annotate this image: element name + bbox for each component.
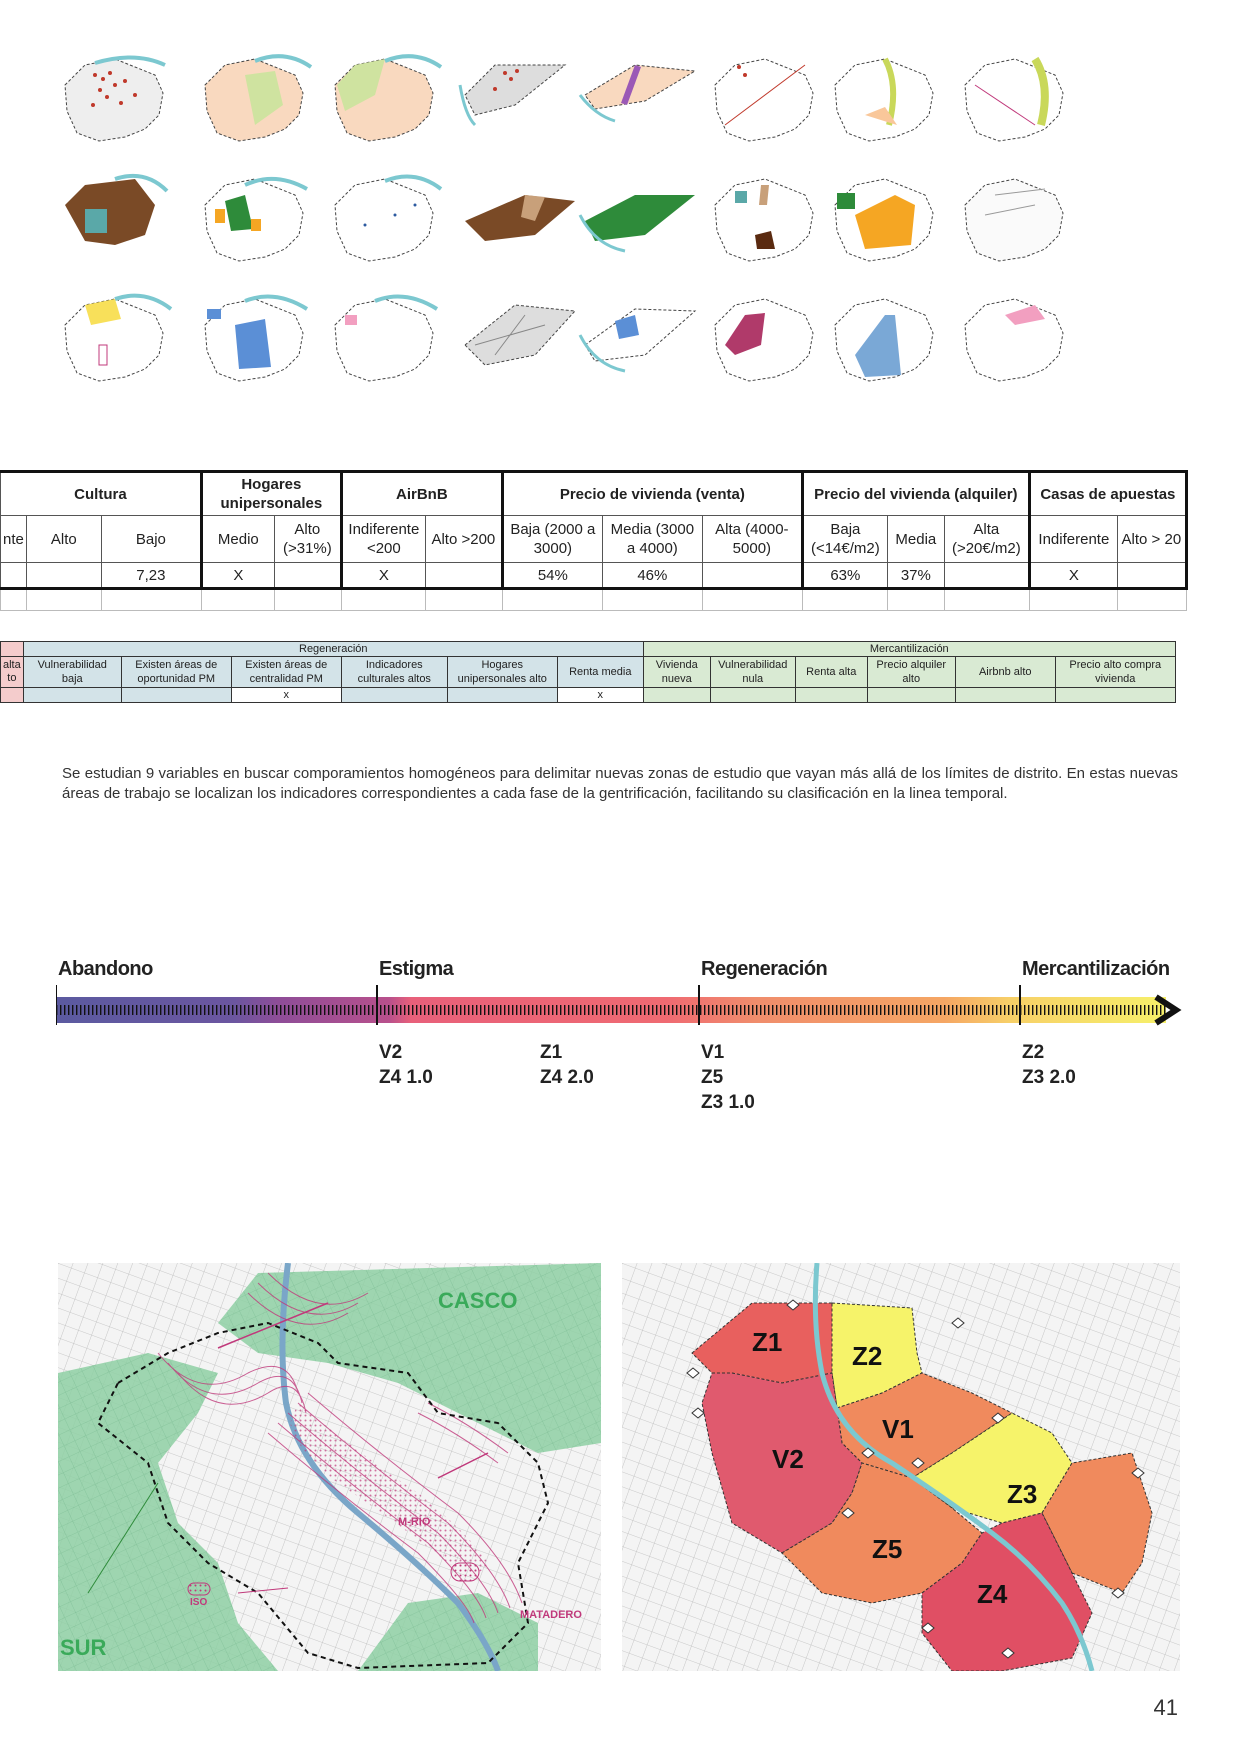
right-zones-map bbox=[622, 1263, 1180, 1671]
subheader: Indicadores culturales altos bbox=[341, 657, 447, 688]
mark-cell: x bbox=[557, 688, 643, 703]
value-cell bbox=[944, 563, 1029, 589]
mark-cell bbox=[867, 688, 955, 703]
subheader: Alta (>20€/m2) bbox=[944, 516, 1029, 563]
value-cell bbox=[425, 563, 502, 589]
mark-cell bbox=[795, 688, 867, 703]
group-header-airbnb: AirBnB bbox=[341, 472, 502, 516]
thumb-1-3 bbox=[335, 56, 441, 141]
zone-code: Z4 2.0 bbox=[540, 1067, 594, 1088]
thumb-3-7 bbox=[835, 299, 933, 381]
subheader: Media (3000 a 4000) bbox=[602, 516, 702, 563]
zone-list-regeneracion bbox=[701, 1040, 755, 1115]
value-cell: 37% bbox=[887, 563, 944, 589]
subheader: Vulnerabilidad baja bbox=[23, 657, 121, 688]
blank-cell bbox=[274, 589, 341, 611]
thumb-3-3 bbox=[335, 297, 437, 382]
subheader: Media bbox=[887, 516, 944, 563]
blank-cell bbox=[201, 589, 274, 611]
left-analysis-map bbox=[58, 1263, 601, 1671]
variables-table bbox=[0, 470, 1188, 611]
group-header-regeneracion: Regeneración bbox=[23, 642, 643, 657]
thumb-1-8 bbox=[965, 59, 1063, 141]
group-header-mercantilizacion: Mercantilización bbox=[643, 642, 1175, 657]
zone-label-v2: V2 bbox=[772, 1444, 804, 1474]
zone-code: Z1 bbox=[540, 1042, 563, 1063]
thumb-3-2 bbox=[205, 297, 307, 382]
blank-cell bbox=[1, 589, 27, 611]
value-cell: 46% bbox=[602, 563, 702, 589]
zone-label-z1: Z1 bbox=[752, 1327, 783, 1357]
subheader: Renta media bbox=[557, 657, 643, 688]
blank-cell bbox=[26, 589, 101, 611]
fragment-cell bbox=[1, 642, 24, 657]
zone-list-mercantilizacion bbox=[1022, 1040, 1076, 1090]
zone-label-z5: Z5 bbox=[872, 1534, 903, 1564]
subheader: Baja (<14€/m2) bbox=[802, 516, 887, 563]
thumb-2-8 bbox=[965, 179, 1063, 261]
timeline-ticks bbox=[56, 1005, 1166, 1015]
phase-label-regeneracion: Regeneración bbox=[701, 958, 828, 980]
blank-cell bbox=[702, 589, 802, 611]
thumb-3-6 bbox=[715, 299, 813, 381]
thumb-3-8 bbox=[965, 299, 1063, 381]
subheader: Medio bbox=[201, 516, 274, 563]
subheader: Hogares unipersonales alto bbox=[447, 657, 557, 688]
subheader: Alto bbox=[26, 516, 101, 563]
thumb-2-1 bbox=[65, 176, 167, 245]
thumbnail-maps bbox=[55, 45, 1185, 405]
thumb-3-4 bbox=[465, 305, 575, 365]
value-cell bbox=[1, 563, 27, 589]
value-cell: 54% bbox=[502, 563, 602, 589]
blank-cell bbox=[101, 589, 201, 611]
zone-label-z2: Z2 bbox=[852, 1341, 883, 1371]
thumb-1-1 bbox=[65, 57, 165, 141]
map-label-casco: CASCO bbox=[438, 1288, 518, 1313]
blank-cell bbox=[502, 589, 602, 611]
subheader: Alto >200 bbox=[425, 516, 502, 563]
thumb-1-5 bbox=[580, 65, 695, 121]
subheader: Indiferente <200 bbox=[341, 516, 425, 563]
phase-label-mercantilizacion: Mercantilización bbox=[1022, 958, 1170, 980]
mark-cell bbox=[643, 688, 710, 703]
subheader: Indiferente bbox=[1029, 516, 1117, 563]
blank-cell bbox=[425, 589, 502, 611]
zone-code: V1 bbox=[701, 1042, 725, 1063]
thumb-1-7 bbox=[835, 59, 933, 141]
thumb-3-1 bbox=[65, 296, 171, 381]
blank-cell bbox=[1029, 589, 1117, 611]
thumbnail-map-grid bbox=[55, 45, 1185, 405]
group-header-cultura: Cultura bbox=[1, 472, 202, 516]
iso-marker bbox=[188, 1583, 210, 1595]
description-paragraph: Se estudian 9 variables en buscar comporamientos homogéneos para delimitar nuevas zonas de estudio que vayan más allá de los límites de distrito. En estas nuevas áreas de trabajo se localizan los indicadores correspondientes a cada fase de la gentrificación, facilitando su clasificación en la linea temporal. bbox=[62, 765, 1178, 802]
zone-list-estigma-a bbox=[379, 1040, 433, 1090]
zone-code: Z5 bbox=[701, 1067, 724, 1088]
mark-cell bbox=[955, 688, 1055, 703]
zone-label-z4: Z4 bbox=[977, 1579, 1008, 1609]
thumb-3-5 bbox=[580, 309, 695, 371]
subheader: Precio alquiler alto bbox=[867, 657, 955, 688]
blank-cell bbox=[802, 589, 887, 611]
blank-cell bbox=[887, 589, 944, 611]
zone-list-estigma-b bbox=[540, 1040, 594, 1090]
value-cell bbox=[26, 563, 101, 589]
thumb-2-7 bbox=[835, 179, 933, 261]
zone-label-v1: V1 bbox=[882, 1414, 914, 1444]
matadero-marker bbox=[451, 1563, 479, 1581]
subheader: Precio alto compra vivienda bbox=[1055, 657, 1175, 688]
zone-code: V2 bbox=[379, 1042, 403, 1063]
mark-cell bbox=[121, 688, 231, 703]
value-cell: X bbox=[201, 563, 274, 589]
fragment-cell bbox=[1, 657, 24, 688]
blank-cell bbox=[944, 589, 1029, 611]
phase-indicator-table bbox=[0, 641, 1176, 703]
zone-label-z3: Z3 bbox=[1007, 1479, 1038, 1509]
value-cell: X bbox=[341, 563, 425, 589]
mark-cell bbox=[23, 688, 121, 703]
subheader: Vulnerabilidad nula bbox=[710, 657, 795, 688]
thumb-1-4 bbox=[460, 65, 565, 125]
value-cell bbox=[274, 563, 341, 589]
subheader: Alto > 20 bbox=[1117, 516, 1186, 563]
fragment-cell bbox=[1, 688, 24, 703]
subheader: Vivienda nueva bbox=[643, 657, 710, 688]
mark-cell bbox=[341, 688, 447, 703]
map-label-matadero: MATADERO bbox=[520, 1609, 582, 1621]
subheader: Baja (2000 a 3000) bbox=[502, 516, 602, 563]
thumb-2-5 bbox=[580, 195, 695, 251]
mark-cell bbox=[447, 688, 557, 703]
thumb-2-2 bbox=[205, 179, 307, 261]
fragment-text: to bbox=[7, 672, 17, 684]
subheader: Existen áreas de centralidad PM bbox=[231, 657, 341, 688]
value-cell: X bbox=[1029, 563, 1117, 589]
timeline-bar bbox=[56, 985, 1186, 1035]
group-header-precio-alquiler: Precio del vivienda (alquiler) bbox=[802, 472, 1029, 516]
group-header-casas-apuestas: Casas de apuestas bbox=[1029, 472, 1186, 516]
map-label-iso: ISO bbox=[190, 1597, 208, 1608]
subheader: Renta alta bbox=[795, 657, 867, 688]
subheader: nte bbox=[1, 516, 27, 563]
thumb-1-2 bbox=[205, 56, 311, 141]
group-header-precio-venta: Precio de vivienda (venta) bbox=[502, 472, 802, 516]
map-label-sur: SUR bbox=[60, 1635, 107, 1660]
blank-cell bbox=[341, 589, 425, 611]
thumb-2-3 bbox=[335, 177, 441, 262]
value-cell bbox=[1117, 563, 1186, 589]
mark-cell bbox=[1055, 688, 1175, 703]
value-cell: 63% bbox=[802, 563, 887, 589]
thumb-2-6 bbox=[715, 179, 813, 261]
phase-label-abandono: Abandono bbox=[58, 958, 153, 980]
zone-code: Z3 2.0 bbox=[1022, 1067, 1076, 1088]
zone-code: Z3 1.0 bbox=[701, 1092, 755, 1113]
subheader: Airbnb alto bbox=[955, 657, 1055, 688]
subheader: Bajo bbox=[101, 516, 201, 563]
mark-cell bbox=[710, 688, 795, 703]
page-number: 41 bbox=[1153, 1695, 1178, 1720]
subheader: Existen áreas de oportunidad PM bbox=[121, 657, 231, 688]
phase-label-estigma: Estigma bbox=[379, 958, 454, 980]
mark-cell: x bbox=[231, 688, 341, 703]
group-header-hogares: Hogares unipersonales bbox=[201, 472, 341, 516]
subheader: Alto (>31%) bbox=[274, 516, 341, 563]
subheader: Alta (4000-5000) bbox=[702, 516, 802, 563]
blank-cell bbox=[1117, 589, 1186, 611]
blank-cell bbox=[602, 589, 702, 611]
zone-code: Z4 1.0 bbox=[379, 1067, 433, 1088]
map-label-m-rio: M-RÍO bbox=[398, 1516, 431, 1528]
zone-code: Z2 bbox=[1022, 1042, 1045, 1063]
value-cell bbox=[702, 563, 802, 589]
thumb-1-6 bbox=[715, 59, 813, 141]
value-cell: 7,23 bbox=[101, 563, 201, 589]
thumb-2-4 bbox=[465, 195, 575, 241]
fragment-text: alta bbox=[3, 659, 21, 671]
